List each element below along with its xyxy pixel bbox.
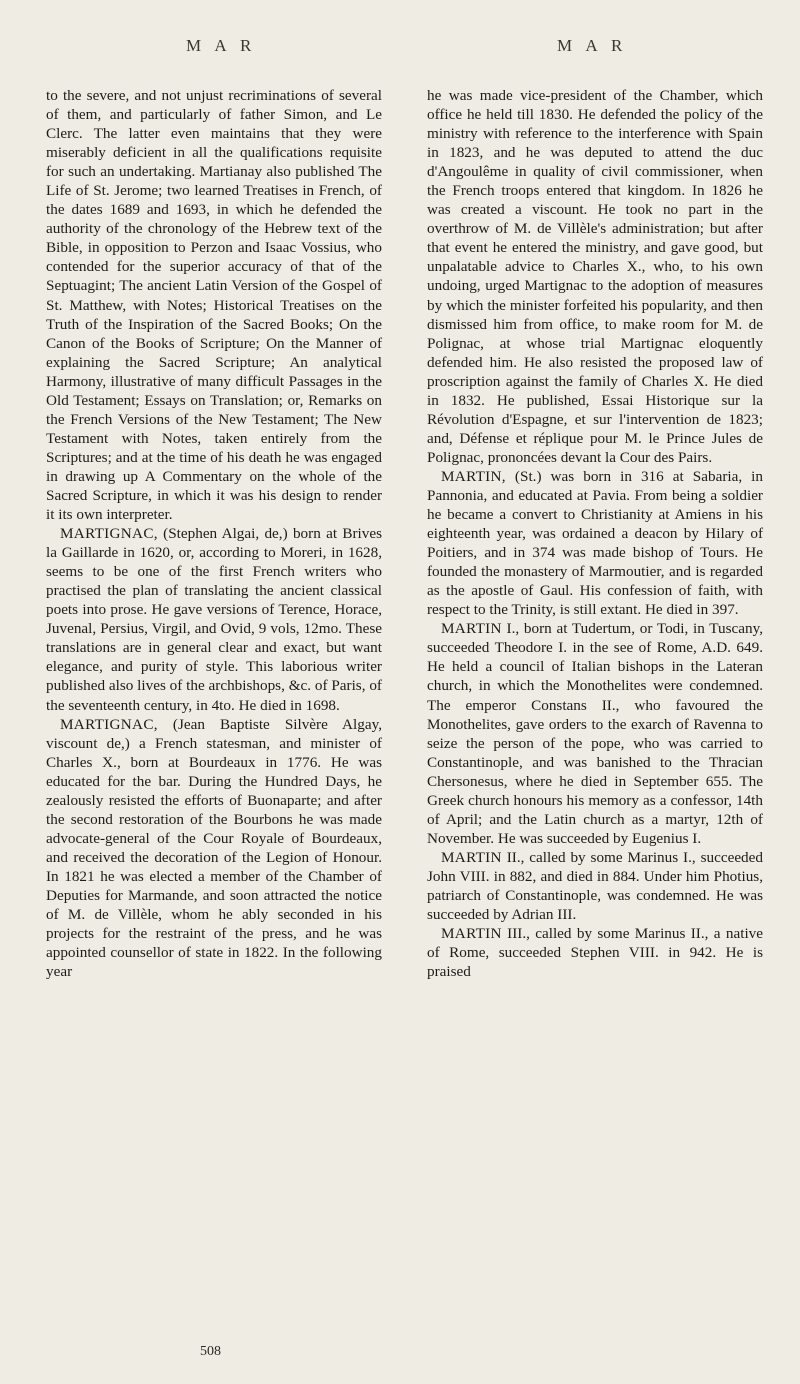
left-column bbox=[46, 86, 382, 981]
page-number: 508 bbox=[200, 1344, 221, 1359]
entry-headword: MARTIGNAC, bbox=[60, 715, 158, 733]
dictionary-entry bbox=[427, 467, 763, 619]
paragraph-continuation: he was made vice-president of the Chamber, which office he held till 1830. He defended the policy of the ministry with reference to the interference with Spain in 1823, and he was deputed to attend the duc d'Angoulême in quality of civil commissioner, when the French troops entered that kingdom. In 1826 he was created a viscount. He took no part in the overthrow of M. de Villèle's administration; but after that event he entered the ministry, and gave good, but unpalatable advice to Charles X., who, to his own undoing, urged Martignac to the adoption of measures by which the minister forfeited his popularity, and then dismissed him from office, to make room for M. de Polignac, at whose trial Martignac eloquently defended him. He also resisted the proposed law of proscription against the family of Charles X. He died in 1832. He published, Essai Historique sur la Révolution d'Espagne, et sur l'intervention de 1823; and, Défense et réplique pour M. le Prince Jules de Polignac, prononcées devant la Cour des Pairs. bbox=[427, 87, 763, 466]
entry-body: II., called by some Marinus I., succeeded John VIII. in 882, and died in 884. Under him Photius, patriarch of Constantinople, was condemned. He was succeeded by Adrian III. bbox=[427, 848, 763, 924]
entry-body: (Stephen Algai, de,) born at Brives la Gaillarde in 1620, or, according to Moreri, in 1628, seems to be one of the first French writers who practised the plan of translating the ancient classical poets into prose. He gave versions of Terence, Horace, Juvenal, Persius, Virgil, and Ovid, 9 vols, 12mo. These translations are in general clear and exact, but want elegance, and purity of style. This laborious writer published also lives of the archbishops, &c. of Paris, of the seventeenth century, in 4to. He died in 1698. bbox=[46, 525, 382, 714]
entry-body: III., called by some Marinus II., a native of Rome, succeeded Stephen VIII. in 942. He is praised bbox=[427, 925, 763, 981]
entry-headword: MARTIGNAC, bbox=[60, 525, 158, 543]
entry-headword: MARTIN bbox=[441, 620, 502, 638]
entry-body: I., born at Tudertum, or Todi, in Tuscany, succeeded Theodore I. in the see of Rome, A.D. 649. He held a council of Italian bishops in the Lateran church, in which the Monothelites were condemned. The emperor Constans II., who favoured the Monothelites, gave orders to the exarch of Ravenna to seize the person of the pope, who was carried to Constantinople, and was banished to the Thracian Chersonesus, where he died in September 655. The Greek church honours his memory as a confessor, 14th of April; and the Latin church as a martyr, 12th of November. He was succeeded by Eugenius I. bbox=[427, 620, 763, 847]
right-column bbox=[427, 86, 763, 981]
dictionary-entry bbox=[46, 715, 382, 982]
paragraph-continuation: to the severe, and not unjust recriminations of several of them, and particularly of father Simon, and Le Clerc. The latter even maintains that they were miserably deficient in all the qualifications requisite for such an undertaking. Martianay also published The Life of St. Jerome; two learned Treatises in French, of the dates 1689 and 1693, in which he defended the authority of the chronology of the Hebrew text of the Bible, in opposition to Perzon and Isaac Vossius, who contended for the superior accuracy of that of the Septuagint; The ancient Latin Version of the Gospel of St. Matthew, with Notes; Historical Treatises on the Truth of the Inspiration of the Sacred Books; On the Canon of the Books of Scripture; On the Manner of explaining the Sacred Scripture; An analytical Harmony, illustrative of many difficult Passages in the Old Testament; Essays on Translation; or, Remarks on the French Versions of the New Testament; The New Testament with Notes, taken entirely from the Scriptures; and at the time of his death he was engaged in drawing up A Commentary on the whole of the Sacred Scripture, in which it was his design to render it its own interpreter. bbox=[46, 87, 382, 524]
running-head-right: M A R bbox=[557, 36, 628, 55]
dictionary-entry bbox=[427, 619, 763, 848]
entry-headword: MARTIN bbox=[441, 925, 502, 943]
entry-body: (Jean Baptiste Silvère Algay, viscount de,) a French statesman, and minister of Charles X., born at Bourdeaux in 1776. He was educated for the bar. During the Hundred Days, he zealously resisted the efforts of Buonaparte; and after the second restoration of the Bourbons he was made advocate-general of the Cour Royale of Bourdeaux, and received the decoration of the Legion of Honour. In 1821 he was elected a member of the Chamber of Deputies for Marmande, and soon attracted the notice of M. de Villèle, whom he ably seconded in his projects for the restraint of the press, and he was appointed counsellor of state in 1822. In the following year bbox=[46, 715, 382, 981]
entry-headword: MARTIN bbox=[441, 848, 502, 866]
entry-headword: MARTIN, bbox=[441, 467, 506, 485]
dictionary-entry bbox=[427, 924, 763, 981]
dictionary-entry bbox=[427, 848, 763, 924]
running-head-left: M A R bbox=[186, 36, 257, 55]
entry-body: (St.) was born in 316 at Sabaria, in Pannonia, and educated at Pavia. From being a soldier he became a convert to Christianity at Amiens in his eighteenth year, was ordained a deacon by Hilary of Poitiers, and in 374 was made bishop of Tours. He founded the monastery of Marmoutier, and is regarded as the apostle of Gaul. His confession of faith, with respect to the Trinity, is still extant. He died in 397. bbox=[427, 467, 763, 619]
dictionary-entry bbox=[46, 524, 382, 714]
